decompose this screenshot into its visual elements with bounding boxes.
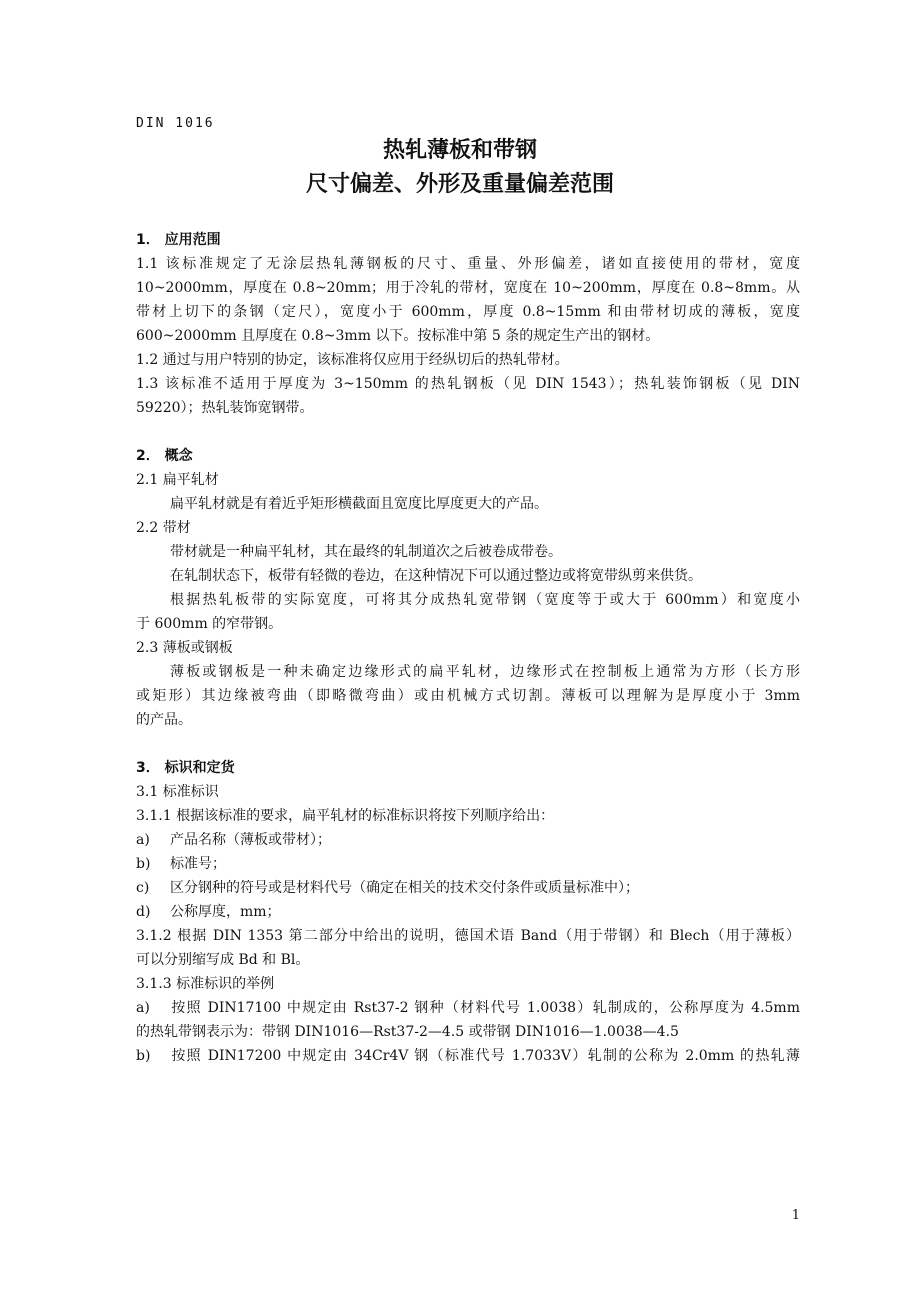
document-title-line-1: 热轧薄板和带钢 xyxy=(382,138,537,163)
list-item xyxy=(136,900,800,924)
example-b-line xyxy=(136,1044,800,1068)
list-item-text: 区分钢种的符号或是材料代号（确定在相关的技术交付条件或质量标准中）； xyxy=(170,880,639,896)
subsection-3-1-title: 3.1 标准标识 xyxy=(136,784,219,800)
list-item-label: a) xyxy=(136,832,150,848)
example-b-text: 按照 DIN17200 中规定由 34Cr4V 钢（标准代号 1.7033V）轧制的公称为 2.0mm 的热轧薄 xyxy=(170,1048,800,1064)
subsection-2-2-text-3-line: 于 600mm 的窄带钢。 xyxy=(136,616,283,632)
subsection-3-1-1-text: 3.1.1 根据该标准的要求，扁平轧材的标准标识将按下列顺序给出： xyxy=(136,808,555,824)
list-item-text: 标准号； xyxy=(170,856,226,872)
paragraph-1-1-line: 带材上切下的条钢（定尺），宽度小于 600mm，厚度 0.8~15mm 和由带材切成的薄板，宽度 xyxy=(136,304,800,320)
subsection-2-3-text-line: 薄板或钢板是一种未确定边缘形式的扁平轧材，边缘形式在控制板上通常为方形（长方形 xyxy=(170,664,800,680)
paragraph-1-1-line: 1.1 该标准规定了无涂层热轧薄钢板的尺寸、重量、外形偏差，诸如直接使用的带材，宽度 xyxy=(136,256,800,272)
subsection-3-1-2-line: 3.1.2 根据 DIN 1353 第二部分中给出的说明，德国术语 Band（用于带钢）和 Blech（用于薄板） xyxy=(136,928,800,944)
subsection-2-2-title: 2.2 带材 xyxy=(136,520,191,536)
list-item-label: d) xyxy=(136,904,151,920)
subsection-2-1-title: 2.1 扁平轧材 xyxy=(136,472,219,488)
example-a-line: 的热轧带钢表示为：带钢 DIN1016—Rst37-2—4.5 或带钢 DIN1016—1.0038—4.5 xyxy=(136,1024,679,1040)
subsection-2-3-text-line: 的产品。 xyxy=(136,712,192,728)
list-item-label: b) xyxy=(136,856,151,872)
document-body xyxy=(136,228,800,1068)
document-id: DIN 1016 xyxy=(136,116,215,131)
example-b-label: b) xyxy=(136,1048,151,1064)
document-title-line-2: 尺寸偏差、外形及重量偏差范围 xyxy=(305,172,614,197)
paragraph-1-2: 1.2 通过与用户特别的协定，该标准将仅应用于经纵切后的热轧带材。 xyxy=(136,352,569,368)
section-2-heading: 2． 概念 xyxy=(136,448,193,464)
example-a-label: a) xyxy=(136,1000,150,1016)
list-item-label: c) xyxy=(136,880,150,896)
paragraph-1-1-line: 10~2000mm，厚度在 0.8~20mm；用于冷轧的带材，宽度在 10~200mm，厚度在 0.8~8mm。从 xyxy=(136,280,800,296)
subsection-3-1-2-line: 可以分别缩写成 Bd 和 Bl。 xyxy=(136,952,310,968)
paragraph-1-1-line: 600~2000mm 且厚度在 0.8~3mm 以下。按标准中第 5 条的规定生产出的钢材。 xyxy=(136,328,660,344)
list-item-text: 产品名称（薄板或带材）； xyxy=(170,832,331,848)
subsection-2-2-text-2: 在轧制状态下，板带有轻微的卷边，在这种情况下可以通过整边或将宽带纵剪来供货。 xyxy=(170,568,702,584)
paragraph-1-3-line: 1.3 该标准不适用于厚度为 3~150mm 的热轧钢板（见 DIN 1543）；热轧装饰钢板（见 DIN xyxy=(136,376,800,392)
subsection-3-1-3-title: 3.1.3 标准标识的举例 xyxy=(136,976,275,992)
example-a-text: 按照 DIN17100 中规定由 Rst37-2 钢种（材料代号 1.0038）轧制成的，公称厚度为 4.5mm xyxy=(170,1000,800,1016)
section-3-heading: 3． 标识和定货 xyxy=(136,760,235,776)
subsection-2-1-text: 扁平轧材就是有着近乎矩形横截面且宽度比厚度更大的产品。 xyxy=(170,496,548,512)
subsection-2-2-text-3-line: 根据热轧板带的实际宽度，可将其分成热轧宽带钢（宽度等于或大于 600mm）和宽度小 xyxy=(170,592,800,608)
list-item xyxy=(136,876,800,900)
page-number: 1 xyxy=(791,1208,800,1223)
section-1-heading: 1． 应用范围 xyxy=(136,232,221,248)
subsection-2-2-text-1: 带材就是一种扁平轧材，其在最终的轧制道次之后被卷成带卷。 xyxy=(170,544,562,560)
list-item xyxy=(136,852,800,876)
subsection-2-3-text-line: 或矩形）其边缘被弯曲（即略微弯曲）或由机械方式切割。薄板可以理解为是厚度小于 3mm xyxy=(136,688,800,704)
spacer xyxy=(136,420,800,444)
spacer xyxy=(136,732,800,756)
subsection-2-3-title: 2.3 薄板或钢板 xyxy=(136,640,233,656)
example-a-line xyxy=(136,996,800,1020)
list-item xyxy=(136,828,800,852)
list-item-text: 公称厚度，mm； xyxy=(170,904,281,920)
paragraph-1-3-line: 59220）；热轧装饰宽钢带。 xyxy=(136,400,314,416)
